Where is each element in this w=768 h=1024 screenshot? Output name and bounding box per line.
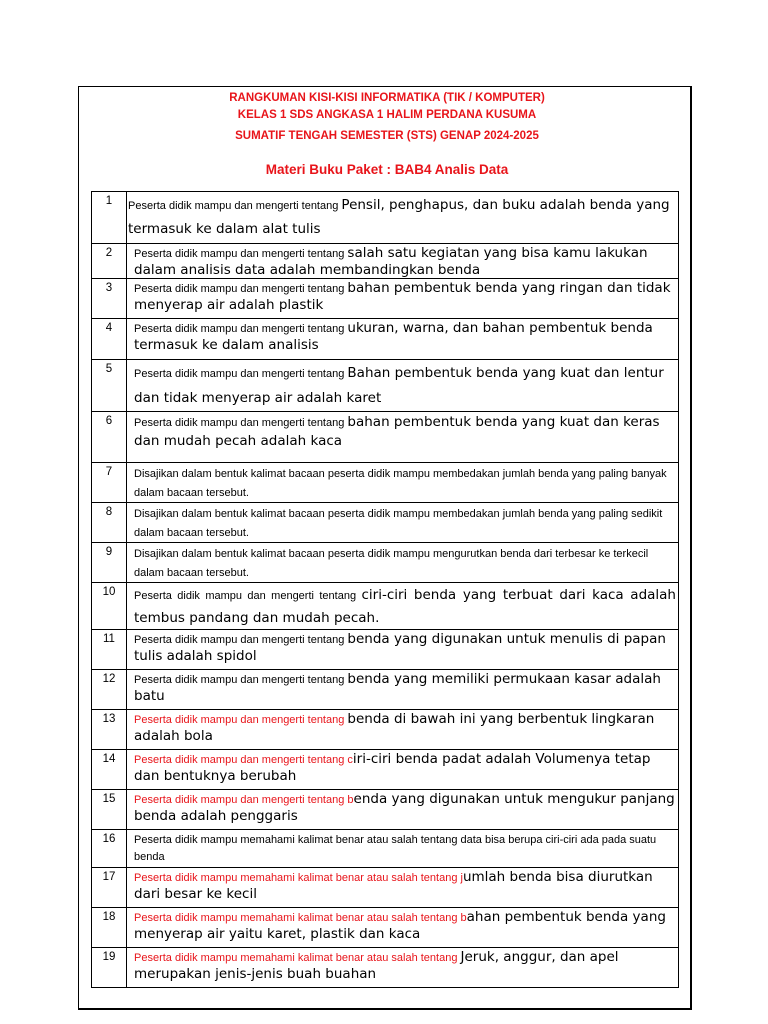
row-text [127, 503, 679, 543]
row-prefix: Disajikan dalam bentuk kalimat bacaan peserta didik mampu membedakan jumlah benda yang paling sedikit dalam bacaan tersebut. [134, 508, 663, 539]
row-content: ciri-ciri benda yang terbuat dari kaca adalah tembus pandang dan mudah pecah. [134, 587, 676, 626]
table-row [92, 670, 679, 710]
table-row [92, 630, 679, 670]
header-title-line3: SUMATIF TENGAH SEMESTER (STS) GENAP 2024-2025 [235, 130, 539, 142]
header-title-line1: RANGKUMAN KISI-KISI INFORMATIKA (TIK / KOMPUTER) [229, 92, 545, 104]
row-content: ahan pembentuk benda yang menyerap air yaitu karet, plastik dan kaca [134, 909, 666, 942]
row-content: enda yang digunakan untuk mengukur panjang benda adalah penggaris [134, 791, 675, 824]
row-text [127, 830, 679, 868]
row-text [127, 463, 679, 503]
row-content: salah satu kegiatan yang bisa kamu lakukan dalam analisis data adalah membandingkan benda [134, 245, 648, 278]
table-row [92, 192, 679, 244]
row-text [127, 630, 679, 670]
row-text [127, 868, 679, 908]
row-prefix: Disajikan dalam bentuk kalimat bacaan peserta didik mampu mengurutkan benda dari terbesar ke terkecil dalam bacaan tersebut. [134, 548, 649, 579]
row-text [127, 543, 679, 583]
row-text [127, 710, 679, 750]
row-content: benda yang digunakan untuk menulis di papan tulis adalah spidol [134, 631, 666, 664]
row-text [127, 670, 679, 710]
row-content: benda yang memiliki permukaan kasar adalah batu [134, 671, 661, 704]
table-row [92, 583, 679, 630]
row-prefix: Peserta didik mampu memahami kalimat benar atau salah tentang j [134, 872, 463, 884]
row-prefix: Disajikan dalam bentuk kalimat bacaan peserta didik mampu membedakan jumlah benda yang paling banyak dalam bacaan tersebut. [134, 468, 667, 499]
row-content: bahan pembentuk benda yang ringan dan tidak menyerap air adalah plastik [134, 280, 671, 313]
row-number: 17 [92, 868, 127, 908]
row-number: 5 [92, 360, 127, 412]
row-text [127, 583, 679, 630]
table-row [92, 244, 679, 279]
row-prefix: Peserta didik mampu dan mengerti tentang [134, 283, 348, 295]
row-text [127, 948, 679, 988]
row-content: umlah benda bisa diurutkan dari besar ke kecil [134, 869, 653, 902]
row-prefix: Peserta didik mampu dan mengerti tentang [134, 323, 348, 335]
kisi-kisi-table [91, 191, 679, 988]
row-text [127, 908, 679, 948]
row-prefix: Peserta didik mampu dan mengerti tentang [134, 590, 362, 602]
row-prefix: Peserta didik mampu dan mengerti tentang [134, 714, 348, 726]
row-number: 16 [92, 830, 127, 868]
row-prefix: Peserta didik mampu memahami kalimat benar atau salah tentang b [134, 912, 467, 924]
row-number: 10 [92, 583, 127, 630]
row-content: Jeruk, anggur, dan apel merupakan jenis-jenis buah buahan [134, 949, 619, 982]
header-title-line2: KELAS 1 SDS ANGKASA 1 HALIM PERDANA KUSUMA [237, 109, 537, 121]
row-text [127, 279, 679, 319]
table-row [92, 868, 679, 908]
row-prefix: Peserta didik mampu dan mengerti tentang [134, 368, 348, 380]
header-subtitle: Materi Buku Paket : BAB4 Analis Data [265, 162, 509, 177]
table-row [92, 830, 679, 868]
row-prefix: Peserta didik mampu memahami kalimat benar atau salah tentang [134, 952, 461, 964]
row-prefix: Peserta didik mampu dan mengerti tentang [128, 200, 342, 212]
row-number: 9 [92, 543, 127, 583]
row-text [127, 360, 679, 412]
row-prefix: Peserta didik mampu dan mengerti tentang c [134, 754, 353, 766]
row-content: ukuran, warna, dan bahan pembentuk benda termasuk ke dalam analisis [134, 320, 653, 353]
row-number: 13 [92, 710, 127, 750]
row-number: 15 [92, 790, 127, 830]
row-number: 8 [92, 503, 127, 543]
row-text [127, 750, 679, 790]
row-prefix: Peserta didik mampu dan mengerti tentang [134, 634, 348, 646]
table-row [92, 543, 679, 583]
row-number: 1 [92, 192, 127, 244]
row-number: 18 [92, 908, 127, 948]
row-text [127, 790, 679, 830]
row-content: Bahan pembentuk benda yang kuat dan lentur dan tidak menyerap air adalah karet [134, 365, 664, 406]
row-number: 4 [92, 319, 127, 360]
row-text [127, 244, 679, 279]
row-content: iri-ciri benda padat adalah Volumenya tetap dan bentuknya berubah [134, 751, 651, 784]
row-number: 11 [92, 630, 127, 670]
table-row [92, 463, 679, 503]
row-prefix: Peserta didik mampu dan mengerti tentang b [134, 794, 354, 806]
table-row [92, 948, 679, 988]
row-number: 14 [92, 750, 127, 790]
row-prefix: Peserta didik mampu dan mengerti tentang [134, 417, 348, 429]
row-number: 3 [92, 279, 127, 319]
row-text [127, 192, 679, 244]
row-number: 7 [92, 463, 127, 503]
row-number: 6 [92, 412, 127, 463]
row-prefix: Peserta didik mampu dan mengerti tentang [134, 674, 348, 686]
row-content: Pensil, penghapus, dan buku adalah benda yang termasuk ke dalam alat tulis [128, 197, 670, 237]
row-text [127, 412, 679, 463]
table-row [92, 360, 679, 412]
table-row [92, 750, 679, 790]
row-text [127, 319, 679, 360]
row-prefix: Peserta didik mampu dan mengerti tentang [134, 248, 348, 260]
table-row [92, 790, 679, 830]
table-row [92, 319, 679, 360]
table-row [92, 412, 679, 463]
table-row [92, 908, 679, 948]
row-number: 19 [92, 948, 127, 988]
row-content: benda di bawah ini yang berbentuk lingkaran adalah bola [134, 711, 655, 744]
table-row [92, 279, 679, 319]
row-number: 12 [92, 670, 127, 710]
row-number: 2 [92, 244, 127, 279]
table-row [92, 503, 679, 543]
row-prefix: Peserta didik mampu memahami kalimat benar atau salah tentang data bisa berupa ciri-ciri ada pada suatu benda [134, 834, 657, 863]
table-row [92, 710, 679, 750]
row-content: bahan pembentuk benda yang kuat dan keras dan mudah pecah adalah kaca [134, 414, 660, 449]
